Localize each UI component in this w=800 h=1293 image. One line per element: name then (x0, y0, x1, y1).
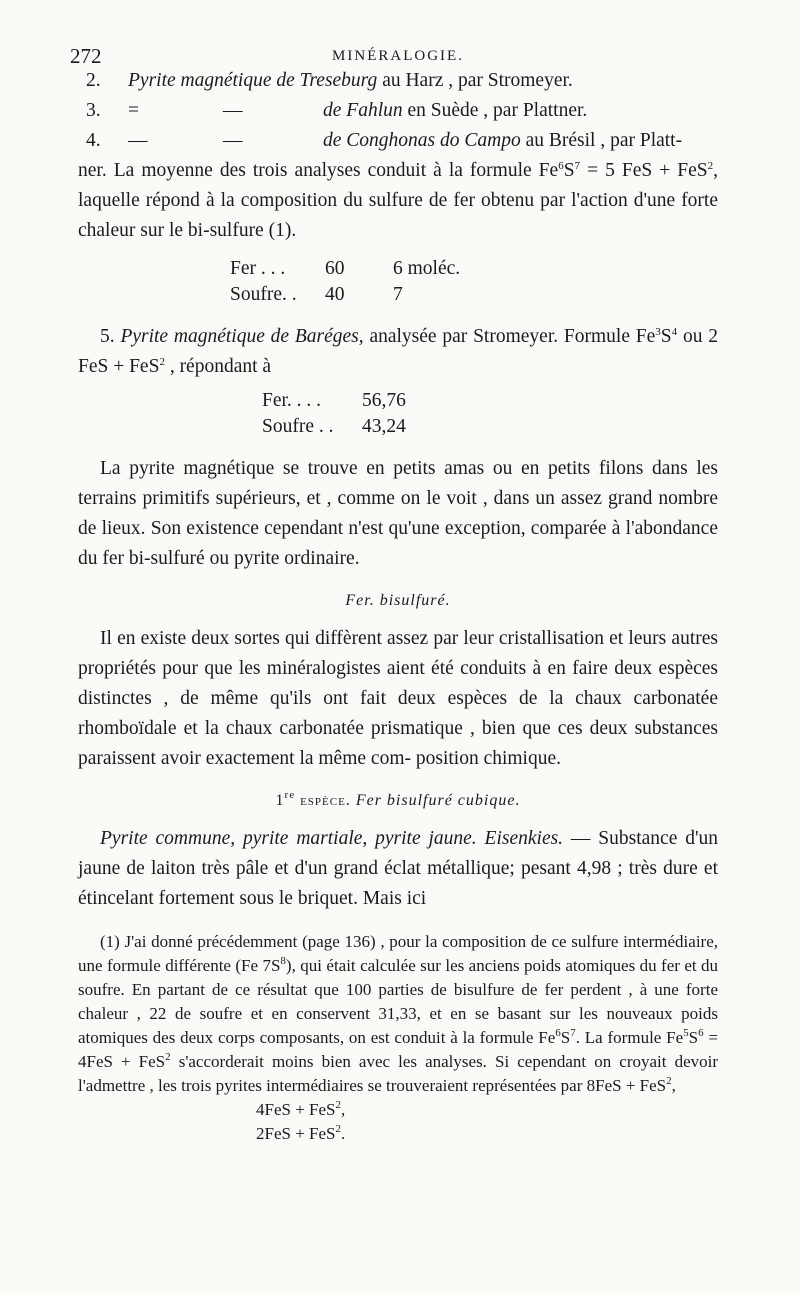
table-row: Fer. . . . 56,76 (262, 390, 406, 411)
paragraph: Il en existe deux sortes qui diffèrent assez par leur cristallisation et leurs autres propriétés pour que les minéralogistes aient été conduits à en faire deux espèces distinctes , de même qu'ils ont fait deux espèces de la chaux carbonatée rhomboïdale et la chaux carbonatée prismatique , bien que ces deux substances paraissent avoir exactement la même com- position chimique. (78, 628, 718, 769)
page-number: 272 (70, 44, 102, 68)
section-heading: Fer. bisulfuré. (345, 592, 451, 609)
page (70, 36, 719, 1146)
table-row: Soufre. . 40 7 (230, 284, 403, 305)
page-header (70, 36, 718, 68)
composition-table (230, 256, 460, 308)
paragraph: ner. La moyenne des trois analyses conduit à la formule $Fe^6S^7 = 5$ FeS + FeS$^2$, laquelle répond à la composition du sulfure de fer obtenu par l'action d'une forte chaleur sur le bi-sulfure (1). (78, 160, 718, 241)
paragraph: Pyrite commune, pyrite martiale, pyrite jaune. Eisenkies. — Substance d'un jaune de laiton très pâle et d'un grand éclat métallique; pesant 4,98 ; très dure et étincelant fortement sous le briquet. Mais ici (78, 828, 718, 909)
footnote-formula: 4FeS + FeS$^2$, (256, 1099, 346, 1119)
table-row: Fer . . . 60 6 moléc. (230, 258, 461, 279)
running-title: MINÉRALOGIE. (332, 48, 464, 64)
footnote: (1) J'ai donné précédemment (page 136) , pour la composition de ce sulfure intermédiaire, une formule différente (Fe $7S^8$), qui était calculée sur les anciens poids atomiques du fer et du soufre. En partant de ce résultat que 100 parties de bisulfure de fer perdent , à une forte chaleur , 22 de soufre et en conservent 31,33, et en se basant sur les nouveaux poids atomiques des deux corps composants, on est conduit à la formule $Fe^6S^7$. La formule $Fe^5S^6 = 4FeS + FeS^2$ s'accorderait moins bien avec les analyses. Si cependant on croyait devoir l'admettre , les trois pyrites intermédiaires se trouveraient représentées par 8FeS + FeS$^2$, 4FeS + FeS$^2$, 2FeS + FeS$^2$. (78, 930, 718, 1146)
list-item: 3. = — de Fahlun en Suède , par Plattner. (86, 100, 588, 121)
composition-table (262, 388, 406, 440)
list-item: 4. — — de Conghonas do Campo au Brésil , par Platt- (86, 130, 683, 151)
paragraph: La pyrite magnétique se trouve en petits amas ou en petits filons dans les terrains primitifs supérieurs, et , comme on le voit , dans un assez grand nombre de lieux. Son existence cependant n'est qu'une exception, comparée à l'abondance du fer bi-sulfuré ou pyrite ordinaire. (78, 458, 718, 569)
list-item: 2. Pyrite magnétique de Treseburg au Harz , par Stromeyer. (86, 70, 573, 91)
table-row: Soufre . . 43,24 (262, 416, 406, 437)
paragraph: 5. Pyrite magnétique de Baréges, analysée par Stromeyer. Formule $Fe^3S^4$ ou 2 FeS + FeS$^2$ , répondant à (78, 326, 719, 377)
subsection-heading: 1re espèce. Fer bisulfuré cubique. (275, 789, 521, 809)
footnote-formula: 2FeS + FeS$^2$. (256, 1123, 346, 1143)
